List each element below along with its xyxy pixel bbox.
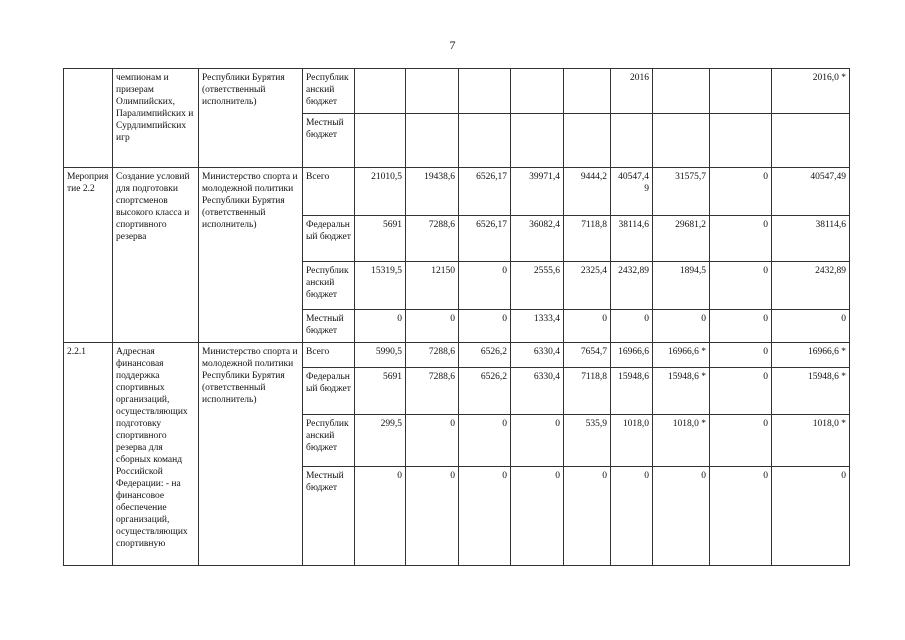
- table-cell: 0: [459, 262, 511, 310]
- table-cell: 0: [611, 467, 653, 566]
- table-cell: Республиканский бюджет: [303, 262, 355, 310]
- table-cell: 2325,4: [564, 262, 611, 310]
- table-cell: 0: [772, 467, 850, 566]
- table-cell: 16966,6 *: [772, 343, 850, 368]
- table-cell: 15319,5: [355, 262, 406, 310]
- table-cell: 2432,89: [611, 262, 653, 310]
- table-cell: 12150: [406, 262, 459, 310]
- table-row: [64, 343, 850, 368]
- table-cell: 0: [653, 310, 710, 343]
- table-cell: 7288,6: [406, 343, 459, 368]
- table-cell: [406, 114, 459, 168]
- table-cell: [355, 69, 406, 114]
- table-cell: 16966,6 *: [653, 343, 710, 368]
- table-cell: 5990,5: [355, 343, 406, 368]
- table-cell: [459, 114, 511, 168]
- table-cell: 0: [710, 343, 772, 368]
- table-cell: 2016,0 *: [772, 69, 850, 114]
- table-cell: [564, 114, 611, 168]
- table-cell: [564, 69, 611, 114]
- table-cell: 7288,6: [406, 368, 459, 415]
- table-cell: [653, 69, 710, 114]
- table-cell: [355, 114, 406, 168]
- table-cell: 535,9: [564, 415, 611, 467]
- table-cell: 36082,4: [511, 216, 564, 262]
- table-cell: [406, 69, 459, 114]
- table-cell: Республики Бурятия (ответственный исполнитель): [199, 69, 303, 168]
- table-cell: 0: [710, 310, 772, 343]
- table-cell: 0: [459, 310, 511, 343]
- table-cell: Министерство спорта и молодежной политики Республики Бурятия (ответственный исполнитель): [199, 168, 303, 343]
- table-cell: 15948,6: [611, 368, 653, 415]
- table-cell: [511, 69, 564, 114]
- table-cell: 0: [511, 415, 564, 467]
- table-cell: 1333,4: [511, 310, 564, 343]
- table-cell: Создание условий для подготовки спортсменов высокого класса и спортивного резерва: [113, 168, 199, 343]
- table-cell: Местный бюджет: [303, 114, 355, 168]
- table-cell: [710, 69, 772, 114]
- table-cell: 0: [511, 467, 564, 566]
- table-cell: 6526,17: [459, 168, 511, 216]
- table-cell: 15948,6 *: [772, 368, 850, 415]
- table-cell: 0: [406, 415, 459, 467]
- table-cell: 0: [564, 467, 611, 566]
- table-row: [64, 168, 850, 216]
- table-cell: 7288,6: [406, 216, 459, 262]
- table-cell: 2432,89: [772, 262, 850, 310]
- table-cell: 0: [772, 310, 850, 343]
- table-row: [64, 69, 850, 114]
- table-cell: 0: [710, 216, 772, 262]
- table-cell: Местный бюджет: [303, 467, 355, 566]
- table-cell: Мероприятие 2.2: [64, 168, 113, 343]
- table-cell: 21010,5: [355, 168, 406, 216]
- table-cell: 1018,0 *: [653, 415, 710, 467]
- table-cell: 5691: [355, 368, 406, 415]
- table-cell: 0: [406, 467, 459, 566]
- table-cell: [511, 114, 564, 168]
- table-cell: 0: [710, 168, 772, 216]
- table-cell: 16966,6: [611, 343, 653, 368]
- table-cell: 2555,6: [511, 262, 564, 310]
- table-cell: 31575,7: [653, 168, 710, 216]
- table-cell: 1018,0 *: [772, 415, 850, 467]
- table-cell: 40547,49: [772, 168, 850, 216]
- table-cell: 6526,17: [459, 216, 511, 262]
- table-cell: 2.2.1: [64, 343, 113, 566]
- table-cell: 6330,4: [511, 343, 564, 368]
- table-cell: 6526,2: [459, 368, 511, 415]
- table-cell: Республиканский бюджет: [303, 69, 355, 114]
- table-cell: 39971,4: [511, 168, 564, 216]
- table-cell: 0: [355, 467, 406, 566]
- table-cell: 19438,6: [406, 168, 459, 216]
- table-cell: 0: [611, 310, 653, 343]
- table-cell: Министерство спорта и молодежной политики Республики Бурятия (ответственный исполнитель): [199, 343, 303, 566]
- table-cell: 0: [710, 262, 772, 310]
- table-cell: 0: [564, 310, 611, 343]
- table-cell: 29681,2: [653, 216, 710, 262]
- table-cell: 0: [710, 467, 772, 566]
- table-cell: 6526,2: [459, 343, 511, 368]
- table-cell: [64, 69, 113, 168]
- table-cell: 0: [653, 467, 710, 566]
- table-cell: 40547,49: [611, 168, 653, 216]
- table-cell: Федеральный бюджет: [303, 368, 355, 415]
- table-cell: 38114,6: [772, 216, 850, 262]
- table-cell: 9444,2: [564, 168, 611, 216]
- table-cell: 6330,4: [511, 368, 564, 415]
- table-cell: 0: [459, 415, 511, 467]
- budget-table: [63, 68, 850, 566]
- table-cell: 0: [406, 310, 459, 343]
- table-cell: Местный бюджет: [303, 310, 355, 343]
- table-cell: 299,5: [355, 415, 406, 467]
- table-cell: 7118,8: [564, 216, 611, 262]
- table-cell: [459, 69, 511, 114]
- table-cell: [611, 114, 653, 168]
- table-cell: 0: [710, 368, 772, 415]
- table-cell: 5691: [355, 216, 406, 262]
- table-cell: Адресная финансовая поддержка спортивных организаций, осуществляющих подготовку спортивного резерва для сборных команд Российской Федерации: - на финансовое обеспечение организаций, осуществляющих спортивную: [113, 343, 199, 566]
- table-cell: Всего: [303, 168, 355, 216]
- table-cell: 7118,8: [564, 368, 611, 415]
- table-cell: 2016: [611, 69, 653, 114]
- table-cell: 0: [710, 415, 772, 467]
- table-cell: Республиканский бюджет: [303, 415, 355, 467]
- table-cell: 1018,0: [611, 415, 653, 467]
- table-cell: 1894,5: [653, 262, 710, 310]
- table-cell: [653, 114, 710, 168]
- table-cell: 7654,7: [564, 343, 611, 368]
- table-cell: 38114,6: [611, 216, 653, 262]
- table-cell: чемпионам и призерам Олимпийских, Паралимпийских и Сурдлимпийских игр: [113, 69, 199, 168]
- page-number: 7: [449, 38, 456, 52]
- table-cell: 0: [459, 467, 511, 566]
- table-cell: 15948,6 *: [653, 368, 710, 415]
- table-cell: [710, 114, 772, 168]
- table-cell: Всего: [303, 343, 355, 368]
- table-cell: 0: [355, 310, 406, 343]
- table-cell: [772, 114, 850, 168]
- table-cell: Федеральный бюджет: [303, 216, 355, 262]
